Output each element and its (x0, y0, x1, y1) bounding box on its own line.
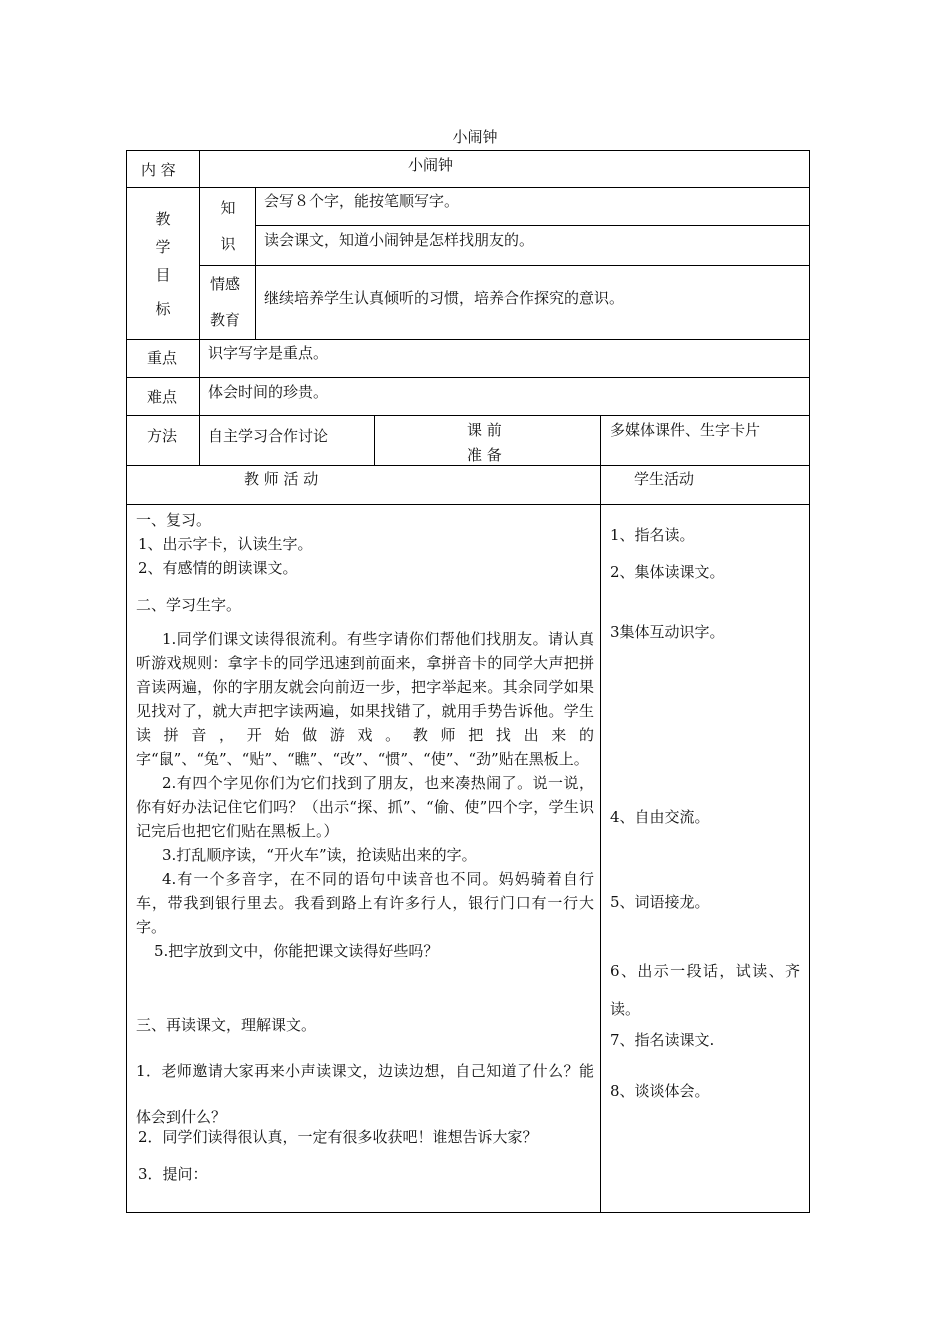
section-2-paragraph-3: 3.打乱顺序读，“开火车”读，抢读贴出来的字。 (162, 846, 477, 864)
section-2-paragraph-2: 2.有四个字见你们为它们找到了朋友，也来凑热闹了。说一说，你有好办法记住它们吗？（出示“探、抓”、“偷、使”四个字，学生识记完后也把它们贴在黑板上。） (136, 774, 594, 840)
content-label: 内 容 (141, 161, 176, 179)
content-value: 小闹钟 (408, 156, 454, 174)
student-activity-5: 5、词语接龙。 (610, 893, 710, 911)
section-2-body (136, 627, 594, 963)
document-title: 小闹钟 (452, 128, 498, 146)
section-3-title: 三、再读课文，理解课文。 (136, 1016, 317, 1034)
knowledge-label: 知 识 (220, 199, 236, 253)
teacher-activity-header: 教 师 活 动 (244, 470, 319, 488)
key-point-value: 识字写字是重点。 (208, 344, 329, 362)
section-3-paragraph-2: 2．同学们读得很认真，一定有很多收获吧！谁想告诉大家？ (138, 1128, 538, 1146)
emotion-text: 继续培养学生认真倾听的习惯，培养合作探究的意识。 (264, 289, 625, 307)
method-value: 自主学习合作讨论 (208, 427, 329, 445)
student-activity-4: 4、自由交流。 (610, 808, 710, 826)
goals-label: 教 学 目 标 (155, 210, 171, 318)
knowledge-item-1: 会写８个字，能按笔顺写字。 (264, 192, 460, 210)
student-activity-8: 8、谈谈体会。 (610, 1082, 710, 1100)
difficulty-value: 体会时间的珍贵。 (208, 383, 329, 401)
key-point-label: 重点 (147, 349, 178, 367)
student-activity-header: 学生活动 (634, 470, 695, 488)
prep-value: 多媒体课件、生字卡片 (610, 421, 761, 439)
section-3-paragraph-1: 1．老师邀请大家再来小声读课文，边读边想，自己知道了什么？能体会到什么？ (136, 1062, 594, 1126)
section-1-item-2: 2、有感情的朗读课文。 (138, 559, 298, 577)
section-1-title: 一、复习。 (136, 511, 212, 529)
section-2-paragraph-1: 1.同学们课文读得很流利。有些字请你们帮他们找朋友。请认真听游戏规则：拿字卡的同学迅速到前面来，拿拼音卡的同学大声把拼音读两遍，你的字朋友就会向前迈一步，把字举起来。其余同学如果见找对了，就大声把字读两遍，如果找错了，就用手势告诉他。学生读拼音，开始做游戏。教师把找出来的字“鼠”、“兔”、“贴”、“瞧”、“改”、“惯”、“使”、“劲”贴在黑板上。 (136, 630, 594, 768)
prep-label-2: 准 备 (467, 446, 502, 464)
emotion-label: 情感 教育 (209, 275, 240, 329)
student-activity-1: 1、指名读。 (610, 526, 695, 544)
section-2-paragraph-4: 4.有一个多音字，在不同的语句中读音也不同。妈妈骑着自行车，带我到银行里去。我看到路上有许多行人，银行门口有一行大字。 (136, 870, 594, 936)
student-activity-2: 2、集体读课文。 (610, 563, 725, 581)
section-2-paragraph-5: 5.把字放到文中，你能把课文读得好些吗？ (154, 942, 439, 960)
method-label: 方法 (147, 427, 178, 445)
student-activity-3: 3集体互动识字。 (610, 623, 725, 641)
knowledge-item-2: 读会课文，知道小闹钟是怎样找朋友的。 (264, 231, 535, 249)
student-activity-6: 6、出示一段话，试读、齐读。 (610, 962, 800, 1018)
section-1-item-1: 1、出示字卡，认读生字。 (138, 535, 313, 553)
section-2-title: 二、学习生字。 (136, 596, 242, 614)
difficulty-label: 难点 (147, 388, 178, 406)
section-3-paragraph-3: 3．提问： (138, 1165, 208, 1183)
prep-label-1: 课 前 (467, 421, 502, 439)
student-activity-7: 7、指名读课文. (610, 1031, 715, 1049)
